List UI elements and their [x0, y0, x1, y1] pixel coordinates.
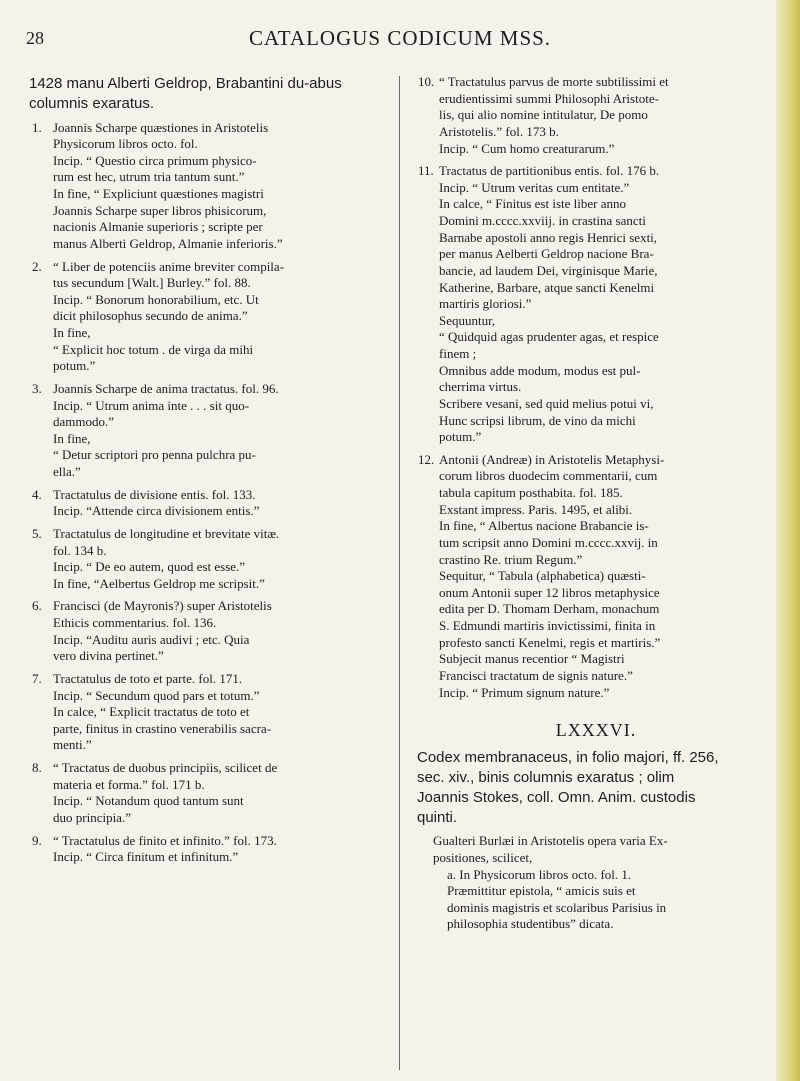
entry-title: Tractatulus de longitudine et brevitate vitæ.	[53, 525, 280, 541]
entry-line: fol. 134 b.	[53, 542, 107, 558]
entry-line: duo principia.”	[53, 809, 131, 825]
left-entries	[27, 120, 389, 866]
entry-line: dammodo.”	[53, 414, 115, 430]
entry-line: bancie, ad laudem Dei, virginisque Marie,	[439, 262, 658, 278]
codex-description-line: quinti.	[417, 808, 458, 826]
entry-title: “ Tractatus de duobus principiis, scilicet de	[53, 760, 278, 776]
entry-line: Katherine, Barbare, atque sancti Kenelmi	[439, 279, 655, 295]
catalog-entry	[27, 833, 389, 866]
entry-title: Tractatus de partitionibus entis. fol. 176 b.	[439, 163, 660, 179]
entry-number: 8.	[32, 760, 42, 776]
entry-line: Incip. “ Utrum veritas cum entitate.”	[439, 179, 630, 195]
manuscript-heading: 1428 manu Alberti Geldrop, Brabantini du-abus columnis exaratus.	[29, 75, 342, 112]
entry-line: materia et forma.” fol. 171 b.	[53, 776, 205, 792]
page-number: 28	[26, 28, 44, 48]
entry-line: In fine, “ Expliciunt quæstiones magistri	[53, 186, 264, 202]
entry-line: Sequitur, “ Tabula (alphabetica) quæsti-	[439, 568, 646, 584]
entry-title: Tractatulus de divisione entis. fol. 133.	[53, 486, 256, 502]
codex-number: LXXXVI.	[555, 720, 637, 741]
entry-line: onum Antonii super 12 libros metaphysice	[439, 584, 660, 600]
entry-first-line	[27, 598, 389, 615]
codex-description-line: Codex membranaceus, in folio majori, ff. 256,	[417, 749, 719, 767]
entry-line: Incip. “ Bonorum honorabilium, etc. Ut	[53, 291, 259, 307]
entry-line: In fine,	[53, 325, 91, 341]
entry-title: Joannis Scharpe de anima tractatus. fol. 96.	[53, 380, 279, 396]
entry-line: Domini m.cccc.xxviij. in crastina sancti	[439, 213, 646, 228]
entry-line: tum scripsit anno Domini m.cccc.xxvij. in	[439, 534, 658, 550]
catalog-entry	[27, 526, 389, 593]
entry-line: rum est hec, utrum tria tantum sunt.”	[53, 169, 245, 185]
entry-number: 6.	[32, 598, 42, 614]
entry-line: Subjecit manus recentior “ Magistri	[439, 651, 625, 667]
catalog-entry	[413, 74, 779, 157]
entry-line: In calce, “ Finitus est iste liber anno	[439, 196, 627, 212]
entry-line: ella.”	[53, 464, 81, 480]
entry-line: edita per D. Thomam Derham, monachum	[439, 601, 660, 617]
catalog-entry	[27, 760, 389, 827]
entry-title: Francisci (de Mayronis?) super Aristotelis	[53, 598, 272, 614]
codex-item-line: dominis magistris et scolaribus Parisius in	[447, 899, 667, 915]
entry-line: Joannis Scharpe super libros phisicorum,	[53, 202, 267, 218]
entry-line: Exstant impress. Paris. 1495, et alibi.	[439, 501, 633, 517]
entry-line: In calce, “ Explicit tractatus de toto et	[53, 704, 250, 720]
codex-description-line: Joannis Stokes, coll. Omn. Anim. custodis	[417, 788, 696, 806]
entry-line: Incip. “ Circa finitum et infinitum.”	[53, 849, 239, 865]
entry-line: Omnibus adde modum, modus est pul-	[439, 362, 641, 378]
entry-first-line	[27, 487, 389, 504]
entry-number: 11.	[418, 163, 434, 179]
entry-line: Incip. “ Secundum quod pars et totum.”	[53, 687, 260, 703]
entry-number: 7.	[32, 670, 42, 686]
entry-line: Incip. “ Notandum quod tantum sunt	[53, 793, 244, 809]
entry-line: Sequuntur,	[439, 312, 496, 328]
catalog-entry	[27, 671, 389, 754]
entry-title: “ Tractatulus de finito et infinito.” fol. 173.	[53, 832, 277, 848]
entry-line: dicit philosophus secundo de anima.”	[53, 308, 248, 324]
entry-line: vero divina pertinet.”	[53, 648, 164, 664]
entry-line: parte, finitus in crastino venerabilis sacra-	[53, 720, 272, 736]
entry-first-line	[413, 163, 779, 180]
codex-item-line: philosophia studentibus” dicata.	[447, 916, 614, 932]
entry-line: Barnabe apostoli anno regis Henrici sexti,	[439, 229, 658, 245]
codex-description	[413, 748, 779, 827]
entry-number: 3.	[32, 380, 42, 396]
codex-item	[413, 867, 779, 934]
catalog-entry	[27, 381, 389, 481]
running-title: CATALOGUS CODICUM MSS.	[248, 26, 552, 50]
entry-line: S. Edmundi martiris invictissimi, finita in	[439, 618, 656, 633]
entry-line: Incip. “ Primum signum nature.”	[439, 684, 610, 700]
entry-line: manus Alberti Geldrop, Almanie inferioris.”	[53, 235, 283, 251]
codex-item-rest	[447, 883, 779, 933]
entry-line: Ethicis commentarius. fol. 136.	[53, 615, 217, 631]
entry-line: lis, qui alio nomine intitulatur, De pomo	[439, 107, 648, 123]
entry-line: Scribere vesani, sed quid melius potui vi,	[439, 395, 654, 411]
entry-line: “ Detur scriptori pro penna pulchra pu-	[53, 447, 256, 463]
catalog-entry	[27, 598, 389, 665]
page-header	[0, 28, 800, 58]
entry-number: 2.	[32, 258, 42, 274]
catalog-entry	[27, 487, 389, 520]
entry-line: Incip. “ Cum homo creaturarum.”	[439, 140, 615, 156]
entry-first-line	[27, 760, 389, 777]
codex-description-line: sec. xiv., binis columnis exaratus ; olim	[417, 768, 675, 786]
entry-first-line	[27, 259, 389, 276]
entry-line: Physicorum libros octo. fol.	[53, 136, 198, 152]
codex-body-line: Gualteri Burlæi in Aristotelis opera varia Ex-	[433, 833, 668, 849]
entry-line: Incip. “ De eo autem, quod est esse.”	[53, 559, 246, 575]
entry-line: Hunc scripsi librum, de vino da michi	[439, 412, 636, 428]
entry-title: “ Liber de potenciis anime breviter compila-	[53, 258, 285, 274]
entry-line: erudientissimi summi Philosophi Aristote-	[439, 90, 659, 106]
catalog-entry	[27, 120, 389, 253]
entry-number: 12.	[418, 451, 435, 467]
entry-line: “ Explicit hoc totum . de virga da mihi	[53, 341, 254, 357]
entry-number: 1.	[32, 119, 42, 135]
entry-line: Aristotelis.” fol. 173 b.	[439, 123, 559, 139]
entry-line: Incip. “Auditu auris audivi ; etc. Quia	[53, 631, 250, 647]
entry-line: tabula capitum posthabita. fol. 185.	[439, 485, 623, 500]
entry-title: Joannis Scharpe quæstiones in Aristotelis	[53, 119, 269, 135]
entry-first-line	[27, 833, 389, 850]
entry-line: In fine, “ Albertus nacione Brabancie is-	[439, 518, 649, 534]
codex-item-first: a. In Physicorum libros octo. fol. 1.	[447, 866, 632, 882]
entry-first-line	[413, 452, 779, 469]
catalog-entry	[413, 452, 779, 701]
page-edge	[776, 0, 800, 1081]
entry-title: “ Tractatulus parvus de morte subtilissimi et	[439, 74, 669, 89]
entry-number: 10.	[418, 74, 435, 89]
entry-line: cherrima virtus.	[439, 379, 522, 395]
entry-line: In fine,	[53, 430, 91, 446]
right-entries	[413, 74, 779, 701]
entry-line: finem ;	[439, 346, 477, 361]
entry-number: 4.	[32, 486, 42, 502]
catalog-entry	[413, 163, 779, 446]
entry-line: Incip. “ Questio circa primum physico-	[53, 152, 257, 168]
entry-first-line	[413, 74, 779, 91]
entry-first-line	[27, 381, 389, 398]
entry-line: martiris gloriosi.”	[439, 296, 532, 312]
entry-title: Tractatulus de toto et parte. fol. 171.	[53, 670, 243, 686]
entry-line: “ Quidquid agas prudenter agas, et respice	[439, 329, 659, 345]
entry-line: profesto sancti Kenelmi, regis et martiris.”	[439, 634, 661, 650]
entry-line: Incip. “Attende circa divisionem entis.”	[53, 503, 260, 519]
entry-line: Francisci tractatum de signis nature.”	[439, 667, 633, 683]
codex-body	[413, 833, 779, 866]
entry-line: potum.”	[53, 358, 96, 374]
entry-number: 5.	[32, 525, 42, 541]
entry-line: menti.”	[53, 737, 92, 753]
catalog-entry	[27, 259, 389, 375]
entry-line: In fine, “Aelbertus Geldrop me scripsit.”	[53, 575, 265, 591]
entry-line: crastino Re. trium Regum.”	[439, 551, 583, 567]
entry-line: corum libros duodecim commentarii, cum	[439, 468, 658, 484]
entry-number: 9.	[32, 832, 42, 848]
left-column	[27, 74, 389, 872]
codex-body-line: positiones, scilicet,	[433, 849, 533, 865]
codex-item-line: Præmittitur epistola, “ amicis suis et	[447, 883, 636, 899]
entry-line: per manus Aelberti Geldrop nacione Bra-	[439, 246, 654, 262]
entry-line: potum.”	[439, 429, 482, 445]
entry-line: tus secundum [Walt.] Burley.” fol. 88.	[53, 275, 251, 291]
right-column	[413, 74, 779, 933]
entry-first-line	[27, 671, 389, 688]
column-divider	[399, 76, 400, 1070]
entry-first-line	[27, 120, 389, 137]
entry-line: Incip. “ Utrum anima inte . . . sit quo-	[53, 397, 250, 413]
entry-line: nacionis Almanie superioris ; scripte per	[53, 219, 263, 235]
entry-first-line	[27, 526, 389, 543]
entry-title: Antonii (Andreæ) in Aristotelis Metaphysi-	[439, 451, 665, 467]
